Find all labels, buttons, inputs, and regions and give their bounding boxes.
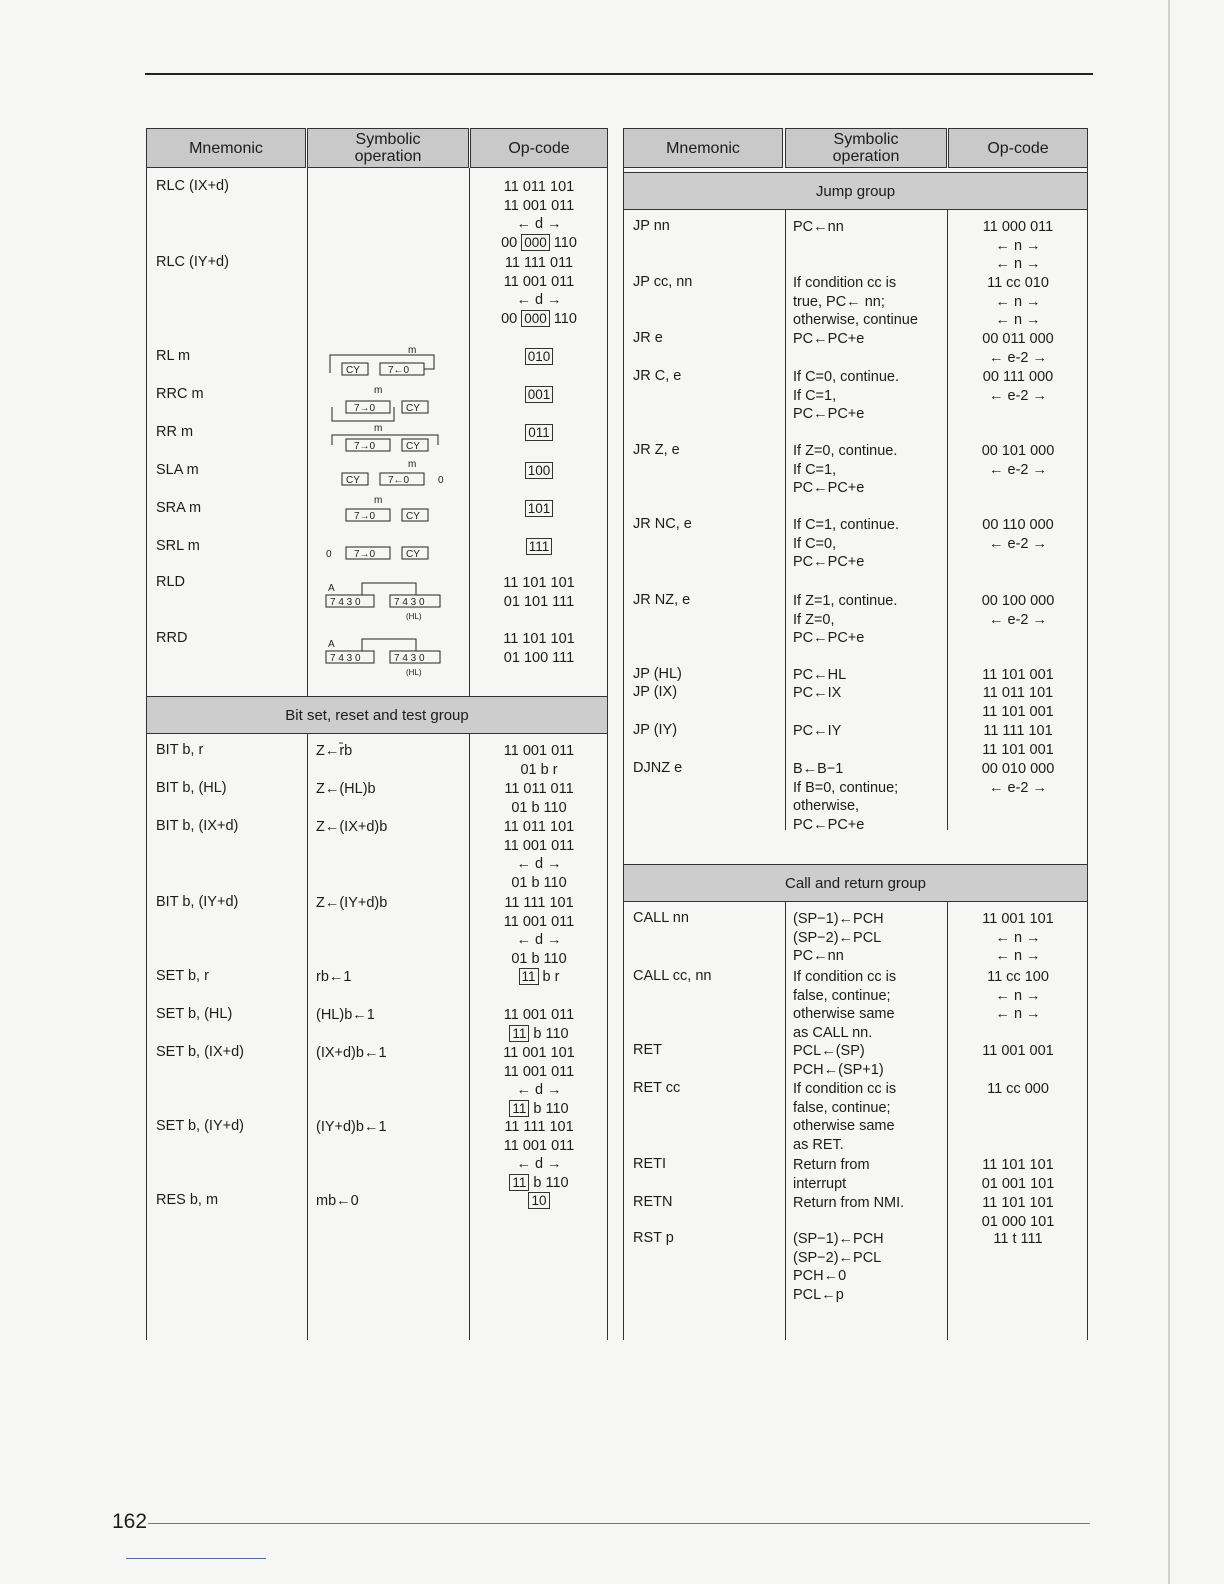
symbolic-line: PC←HL bbox=[793, 667, 847, 683]
svg-text:CY: CY bbox=[346, 475, 360, 486]
symbolic-cell bbox=[793, 442, 897, 498]
opcode-line: 11 cc 100 bbox=[987, 969, 1049, 985]
opcode-line: ← e-2 → bbox=[988, 611, 1047, 628]
opcode-line: ← d → bbox=[516, 292, 562, 309]
symbolic-line: PC←PC+e bbox=[793, 480, 865, 497]
mnemonic-cell: JP cc, nn bbox=[633, 274, 693, 290]
opcode-line: ← n → bbox=[995, 312, 1041, 329]
opcode-line: 01 b 110 bbox=[511, 874, 567, 891]
opcode-line: 11 t 111 bbox=[993, 1231, 1043, 1247]
symbolic-line: PC←IY bbox=[793, 723, 842, 739]
opcode-line: 11 111 101 bbox=[983, 723, 1053, 739]
right-table bbox=[623, 128, 1088, 1340]
mnemonic-cell: BIT b, (IY+d) bbox=[156, 894, 239, 910]
symbolic-cell bbox=[793, 1156, 870, 1193]
opcode-line: 01 101 111 bbox=[503, 593, 575, 610]
col-rule bbox=[623, 168, 624, 1340]
mnemonic-cell: RLC (IX+d) bbox=[156, 178, 229, 194]
opcode-line: 11 111 011 bbox=[504, 255, 574, 271]
opcode-line: 11 b 110 bbox=[476, 1025, 602, 1044]
svg-text:0: 0 bbox=[438, 475, 444, 486]
opcode-line: 00 100 000 bbox=[981, 593, 1055, 609]
mnemonic-cell: JP nn bbox=[633, 218, 670, 234]
opcode-line: 11 101 101 bbox=[982, 1157, 1054, 1173]
opcode-cell bbox=[955, 442, 1081, 479]
opcode-line: 11 101 001 bbox=[982, 667, 1054, 683]
svg-text:A: A bbox=[328, 639, 335, 650]
header-symbolic: Symbolic operation bbox=[307, 128, 469, 168]
mnemonic-cell: JR C, e bbox=[633, 368, 682, 384]
symbolic-line: true, PC← nn; bbox=[793, 293, 885, 310]
opcode-line: 11 001 011 bbox=[503, 197, 575, 214]
col-rule bbox=[307, 168, 308, 1340]
symbolic-line: otherwise, continue bbox=[793, 312, 918, 329]
svg-text:(HL): (HL) bbox=[406, 612, 422, 621]
col-rule bbox=[785, 210, 786, 830]
symbolic-line: If C=1, bbox=[793, 387, 837, 404]
page-edge bbox=[1168, 0, 1170, 1584]
opcode-cell bbox=[476, 178, 602, 252]
opcode-cell bbox=[955, 684, 1081, 721]
mnemonic-cell: SRL m bbox=[156, 538, 200, 554]
mnemonic-cell: JR NC, e bbox=[633, 516, 692, 532]
svg-text:(HL): (HL) bbox=[406, 668, 422, 677]
symbolic-line: as CALL nn. bbox=[793, 1024, 873, 1041]
symbolic-line: PC←PC+e bbox=[793, 331, 865, 347]
mnemonic-cell: RETI bbox=[633, 1156, 667, 1172]
symbolic-line: PC←PC+e bbox=[793, 554, 865, 571]
opcode-line: ← e-2 → bbox=[988, 387, 1047, 404]
opcode-line: ← n → bbox=[995, 1006, 1041, 1023]
symbolic-line: as RET. bbox=[793, 1136, 844, 1153]
symbolic-line: If Z=0, bbox=[793, 611, 835, 628]
symbolic-line: If condition cc is bbox=[793, 1081, 897, 1097]
symbolic-line: PC←IX bbox=[793, 685, 842, 701]
symbolic-cell bbox=[793, 910, 884, 966]
svg-text:7→0: 7→0 bbox=[354, 441, 376, 452]
opcode-cell bbox=[476, 538, 602, 557]
opcode-line: ← n → bbox=[995, 256, 1041, 273]
symbolic-line: PC←PC+e bbox=[793, 406, 865, 423]
mnemonic-cell: RET cc bbox=[633, 1080, 681, 1096]
opcode-cell bbox=[955, 516, 1081, 553]
opcode-line: 11 001 011 bbox=[503, 273, 575, 290]
opcode-cell bbox=[955, 592, 1081, 629]
opcode-cell bbox=[955, 368, 1081, 405]
mnemonic-cell: JP (IX) bbox=[633, 684, 678, 700]
opcode-line: ← n → bbox=[995, 929, 1041, 946]
header-mnemonic-right: Mnemonic bbox=[623, 128, 783, 168]
mnemonic-cell: RL m bbox=[156, 348, 191, 364]
symbolic-cell: Z←(HL)b bbox=[316, 781, 376, 797]
opcode-line: 11 001 101 bbox=[982, 911, 1054, 927]
opcode-cell bbox=[955, 330, 1081, 367]
mnemonic-cell: CALL cc, nn bbox=[633, 968, 712, 984]
header-opcode: Op-code bbox=[470, 128, 608, 168]
svg-text:0: 0 bbox=[326, 549, 332, 560]
band-bit-group: Bit set, reset and test group bbox=[146, 696, 608, 734]
symbolic-line: false, continue; bbox=[793, 987, 891, 1004]
symbolic-line: If C=0, bbox=[793, 535, 837, 552]
opcode-line: 00 010 000 bbox=[981, 761, 1055, 777]
opcode-line: ← d → bbox=[516, 216, 562, 233]
symbolic-line: PC←nn bbox=[793, 948, 844, 965]
symbolic-line: Return from bbox=[793, 1157, 870, 1173]
opcode-cell bbox=[476, 348, 602, 367]
symbolic-cell bbox=[793, 368, 899, 424]
symbolic-cell: rb←1 bbox=[316, 969, 352, 985]
mnemonic-cell: RRD bbox=[156, 630, 188, 646]
opcode-line: ← d → bbox=[516, 1082, 562, 1099]
opcode-line: 11 cc 000 bbox=[987, 1081, 1049, 1097]
opcode-line: 00 110 000 bbox=[982, 517, 1054, 533]
symbolic-cell bbox=[793, 1042, 884, 1079]
symbolic-line: PCL←(SP) bbox=[793, 1043, 865, 1059]
mnemonic-cell: JR NZ, e bbox=[633, 592, 691, 608]
rotate-shift-diagrams bbox=[322, 343, 472, 693]
opcode-cell bbox=[476, 1006, 602, 1043]
symbolic-line: PCH←(SP+1) bbox=[793, 1061, 884, 1078]
symbolic-line: If condition cc is bbox=[793, 275, 897, 291]
symbolic-cell bbox=[793, 592, 897, 648]
opcode-line: ← e-2 → bbox=[988, 461, 1047, 478]
mnemonic-cell: SET b, (IX+d) bbox=[156, 1044, 244, 1060]
opcode-line: 11 001 011 bbox=[503, 1063, 575, 1080]
symbolic-line: If B=0, continue; bbox=[793, 779, 899, 796]
symbolic-cell: Z←r̄b bbox=[316, 743, 353, 759]
opcode-cell bbox=[476, 780, 602, 817]
opcode-line: 11 101 001 bbox=[982, 741, 1054, 758]
col-rule bbox=[146, 168, 147, 1340]
opcode-line: 00 011 000 bbox=[982, 331, 1054, 347]
opcode-cell bbox=[955, 760, 1081, 797]
opcode-line: 11 001 101 bbox=[503, 1045, 575, 1061]
svg-text:CY: CY bbox=[406, 549, 420, 560]
svg-text:7→0: 7→0 bbox=[354, 549, 376, 560]
svg-text:CY: CY bbox=[406, 441, 420, 452]
opcode-line: 00 000 110 bbox=[501, 310, 577, 327]
svg-text:7 4 3 0: 7 4 3 0 bbox=[330, 597, 361, 608]
opcode-line: 001 bbox=[476, 386, 602, 405]
symbolic-line: false, continue; bbox=[793, 1099, 891, 1116]
opcode-line: ← n → bbox=[995, 987, 1041, 1004]
opcode-cell bbox=[955, 1042, 1081, 1061]
opcode-line: ← n → bbox=[995, 237, 1041, 254]
mnemonic-cell: BIT b, (HL) bbox=[156, 780, 227, 796]
symbolic-line: interrupt bbox=[793, 1175, 847, 1192]
opcode-line: 01 b r bbox=[520, 761, 558, 778]
opcode-line: 00 000 110 bbox=[501, 234, 577, 251]
symbolic-line: PC←nn bbox=[793, 219, 844, 235]
col-rule bbox=[607, 168, 608, 1340]
opcode-cell bbox=[476, 500, 602, 519]
header-mnemonic: Mnemonic bbox=[146, 128, 306, 168]
symbolic-cell bbox=[793, 218, 844, 237]
symbolic-line: If C=0, continue. bbox=[793, 369, 899, 385]
svg-text:7←0: 7←0 bbox=[388, 365, 410, 376]
top-rule bbox=[145, 73, 1093, 75]
opcode-line: 11 001 011 bbox=[503, 743, 575, 759]
symbolic-line: (SP−1)←PCH bbox=[793, 911, 884, 927]
opcode-cell bbox=[476, 1044, 602, 1118]
opcode-line: ← n → bbox=[995, 948, 1041, 965]
symbolic-cell bbox=[793, 684, 841, 703]
symbolic-cell bbox=[793, 760, 898, 834]
opcode-cell bbox=[476, 254, 602, 328]
opcode-line: 00 101 000 bbox=[981, 443, 1055, 459]
mnemonic-cell: RES b, m bbox=[156, 1192, 219, 1208]
symbolic-line: PCH←0 bbox=[793, 1268, 847, 1285]
symbolic-line: B←B−1 bbox=[793, 761, 844, 777]
diagram-m-label: m bbox=[408, 345, 417, 356]
opcode-cell bbox=[476, 462, 602, 481]
mnemonic-cell: JR e bbox=[633, 330, 663, 346]
opcode-line: 11 001 011 bbox=[503, 1007, 575, 1023]
svg-text:7→0: 7→0 bbox=[354, 403, 376, 414]
opcode-line: 100 bbox=[476, 462, 602, 481]
opcode-line: 11 011 101 bbox=[982, 685, 1054, 701]
symbolic-line: PC←PC+e bbox=[793, 816, 865, 833]
symbolic-line: PC←PC+e bbox=[793, 630, 865, 647]
opcode-line: 11 011 011 bbox=[504, 781, 574, 797]
symbolic-line: PCL←p bbox=[793, 1286, 844, 1303]
opcode-line: 00 111 000 bbox=[982, 369, 1054, 385]
symbolic-cell: mb←0 bbox=[316, 1193, 359, 1209]
mnemonic-cell: BIT b, r bbox=[156, 742, 204, 758]
symbolic-cell bbox=[793, 274, 918, 330]
opcode-cell bbox=[955, 1156, 1081, 1193]
opcode-cell bbox=[476, 1192, 602, 1211]
opcode-cell bbox=[955, 968, 1081, 1024]
symbolic-line: otherwise, bbox=[793, 798, 860, 815]
mnemonic-cell: RETN bbox=[633, 1194, 673, 1210]
opcode-line: 01 000 101 bbox=[981, 1213, 1055, 1230]
opcode-cell bbox=[955, 1080, 1081, 1099]
symbolic-cell: (HL)b←1 bbox=[316, 1007, 375, 1023]
opcode-cell bbox=[476, 630, 602, 667]
mnemonic-cell: RLC (IY+d) bbox=[156, 254, 229, 270]
svg-text:m: m bbox=[374, 385, 383, 396]
opcode-line: 11 011 101 bbox=[503, 819, 575, 835]
opcode-cell bbox=[955, 274, 1081, 330]
symbolic-line: (SP−1)←PCH bbox=[793, 1231, 884, 1247]
opcode-cell bbox=[955, 1230, 1081, 1249]
svg-text:CY: CY bbox=[346, 365, 360, 376]
opcode-line: 11 b 110 bbox=[476, 1174, 602, 1193]
opcode-line: ← d → bbox=[516, 932, 562, 949]
opcode-line: ← d → bbox=[516, 1156, 562, 1173]
opcode-line: 010 bbox=[476, 348, 602, 367]
opcode-cell bbox=[955, 910, 1081, 966]
col-rule bbox=[947, 902, 948, 1340]
opcode-cell bbox=[476, 574, 602, 611]
opcode-line: 11 111 101 bbox=[504, 895, 574, 911]
opcode-line: 01 001 101 bbox=[981, 1175, 1055, 1192]
opcode-line: 11 b 110 bbox=[476, 1100, 602, 1119]
mnemonic-cell: JP (IY) bbox=[633, 722, 678, 738]
underline-mark bbox=[126, 1558, 266, 1559]
opcode-cell bbox=[476, 894, 602, 968]
opcode-line: 11 101 001 bbox=[982, 703, 1054, 720]
opcode-cell bbox=[476, 1118, 602, 1192]
symbolic-cell bbox=[793, 516, 899, 572]
header-opcode-right: Op-code bbox=[948, 128, 1088, 168]
mnemonic-cell: SET b, r bbox=[156, 968, 209, 984]
mnemonic-cell: RST p bbox=[633, 1230, 674, 1246]
opcode-line: 11 001 011 bbox=[503, 1137, 575, 1154]
symbolic-cell: (IY+d)b←1 bbox=[316, 1119, 387, 1135]
opcode-cell bbox=[955, 218, 1081, 274]
svg-text:m: m bbox=[374, 423, 383, 434]
mnemonic-cell: RLD bbox=[156, 574, 186, 590]
opcode-line: 11 001 001 bbox=[982, 1043, 1054, 1059]
symbolic-line: otherwise same bbox=[793, 1118, 895, 1135]
symbolic-cell bbox=[793, 968, 896, 1042]
page-number: 162 bbox=[112, 1510, 148, 1533]
mnemonic-cell: SLA m bbox=[156, 462, 199, 478]
mnemonic-cell: RR m bbox=[156, 424, 194, 440]
opcode-line: 01 b 110 bbox=[511, 799, 567, 816]
svg-text:7←0: 7←0 bbox=[388, 475, 410, 486]
left-table bbox=[146, 128, 608, 1340]
symbolic-cell bbox=[793, 722, 841, 741]
col-rule bbox=[947, 210, 948, 830]
symbolic-line: (SP−2)←PCL bbox=[793, 929, 882, 946]
mnemonic-cell: DJNZ e bbox=[633, 760, 683, 776]
opcode-line: 11 001 011 bbox=[503, 913, 575, 930]
col-rule bbox=[1087, 168, 1088, 1340]
opcode-cell bbox=[955, 1194, 1081, 1231]
opcode-line: 11 111 101 bbox=[504, 1119, 574, 1135]
band-call-group: Call and return group bbox=[623, 864, 1088, 902]
band-jump-group: Jump group bbox=[623, 172, 1088, 210]
opcode-line: ← e-2 → bbox=[988, 349, 1047, 366]
opcode-cell bbox=[955, 666, 1081, 685]
symbolic-line: If C=1, continue. bbox=[793, 517, 899, 533]
mnemonic-cell: RET bbox=[633, 1042, 662, 1058]
symbolic-line: otherwise same bbox=[793, 1006, 895, 1023]
mnemonic-cell: SET b, (HL) bbox=[156, 1006, 233, 1022]
symbolic-line: If Z=1, continue. bbox=[793, 593, 898, 609]
opcode-line: ← d → bbox=[516, 856, 562, 873]
opcode-cell bbox=[476, 818, 602, 892]
opcode-cell bbox=[955, 722, 1081, 759]
symbolic-cell: Z←(IY+d)b bbox=[316, 895, 388, 911]
opcode-line: 11 cc 010 bbox=[987, 275, 1049, 291]
opcode-line: 11 101 101 bbox=[503, 575, 575, 591]
symbolic-cell bbox=[793, 1230, 884, 1304]
svg-text:A: A bbox=[328, 583, 335, 594]
svg-text:7 4 3 0: 7 4 3 0 bbox=[394, 597, 425, 608]
opcode-line: 111 bbox=[476, 538, 602, 557]
svg-text:m: m bbox=[374, 495, 383, 506]
symbolic-line: (SP−2)←PCL bbox=[793, 1249, 882, 1266]
opcode-line: 11 101 101 bbox=[982, 1195, 1054, 1211]
mnemonic-cell: CALL nn bbox=[633, 910, 689, 926]
mnemonic-cell: JR Z, e bbox=[633, 442, 680, 458]
svg-text:CY: CY bbox=[406, 403, 420, 414]
opcode-line: 11 001 011 bbox=[503, 837, 575, 854]
opcode-line: ← n → bbox=[995, 293, 1041, 310]
opcode-cell bbox=[476, 424, 602, 443]
svg-text:7 4 3 0: 7 4 3 0 bbox=[330, 653, 361, 664]
mnemonic-cell: BIT b, (IX+d) bbox=[156, 818, 239, 834]
symbolic-line: Return from NMI. bbox=[793, 1195, 905, 1211]
opcode-line: 01 b 110 bbox=[511, 950, 567, 967]
symbolic-cell bbox=[793, 330, 864, 349]
symbolic-cell: (IX+d)b←1 bbox=[316, 1045, 387, 1061]
opcode-line: 01 100 111 bbox=[503, 649, 575, 666]
mnemonic-cell: SRA m bbox=[156, 500, 202, 516]
symbolic-line: If condition cc is bbox=[793, 969, 897, 985]
mnemonic-cell: SET b, (IY+d) bbox=[156, 1118, 244, 1134]
opcode-cell bbox=[476, 968, 602, 987]
symbolic-cell: Z←(IX+d)b bbox=[316, 819, 388, 835]
opcode-line: 10 bbox=[476, 1192, 602, 1211]
opcode-line: 011 bbox=[476, 424, 602, 443]
header-symbolic-right: Symbolic operation bbox=[785, 128, 947, 168]
svg-text:7 4 3 0: 7 4 3 0 bbox=[394, 653, 425, 664]
symbolic-cell bbox=[793, 1080, 896, 1154]
svg-text:CY: CY bbox=[406, 511, 420, 522]
opcode-line: ← e-2 → bbox=[988, 779, 1047, 796]
opcode-line: 11 101 101 bbox=[503, 631, 575, 647]
col-rule bbox=[785, 902, 786, 1340]
symbolic-cell bbox=[793, 1194, 904, 1213]
svg-text:7→0: 7→0 bbox=[354, 511, 376, 522]
opcode-line: 11 000 011 bbox=[982, 219, 1054, 235]
svg-text:m: m bbox=[408, 459, 417, 470]
symbolic-line: If C=1, bbox=[793, 461, 837, 478]
opcode-cell bbox=[476, 386, 602, 405]
opcode-line: 11 011 101 bbox=[503, 179, 575, 195]
bottom-rule bbox=[148, 1523, 1090, 1524]
symbolic-line: If Z=0, continue. bbox=[793, 443, 898, 459]
opcode-line: ← e-2 → bbox=[988, 535, 1047, 552]
mnemonic-cell: JP (HL) bbox=[633, 666, 682, 682]
symbolic-cell bbox=[793, 666, 846, 685]
opcode-cell bbox=[476, 742, 602, 779]
opcode-line: 101 bbox=[476, 500, 602, 519]
mnemonic-cell: RRC m bbox=[156, 386, 204, 402]
opcode-line: 11 b r bbox=[476, 968, 602, 987]
